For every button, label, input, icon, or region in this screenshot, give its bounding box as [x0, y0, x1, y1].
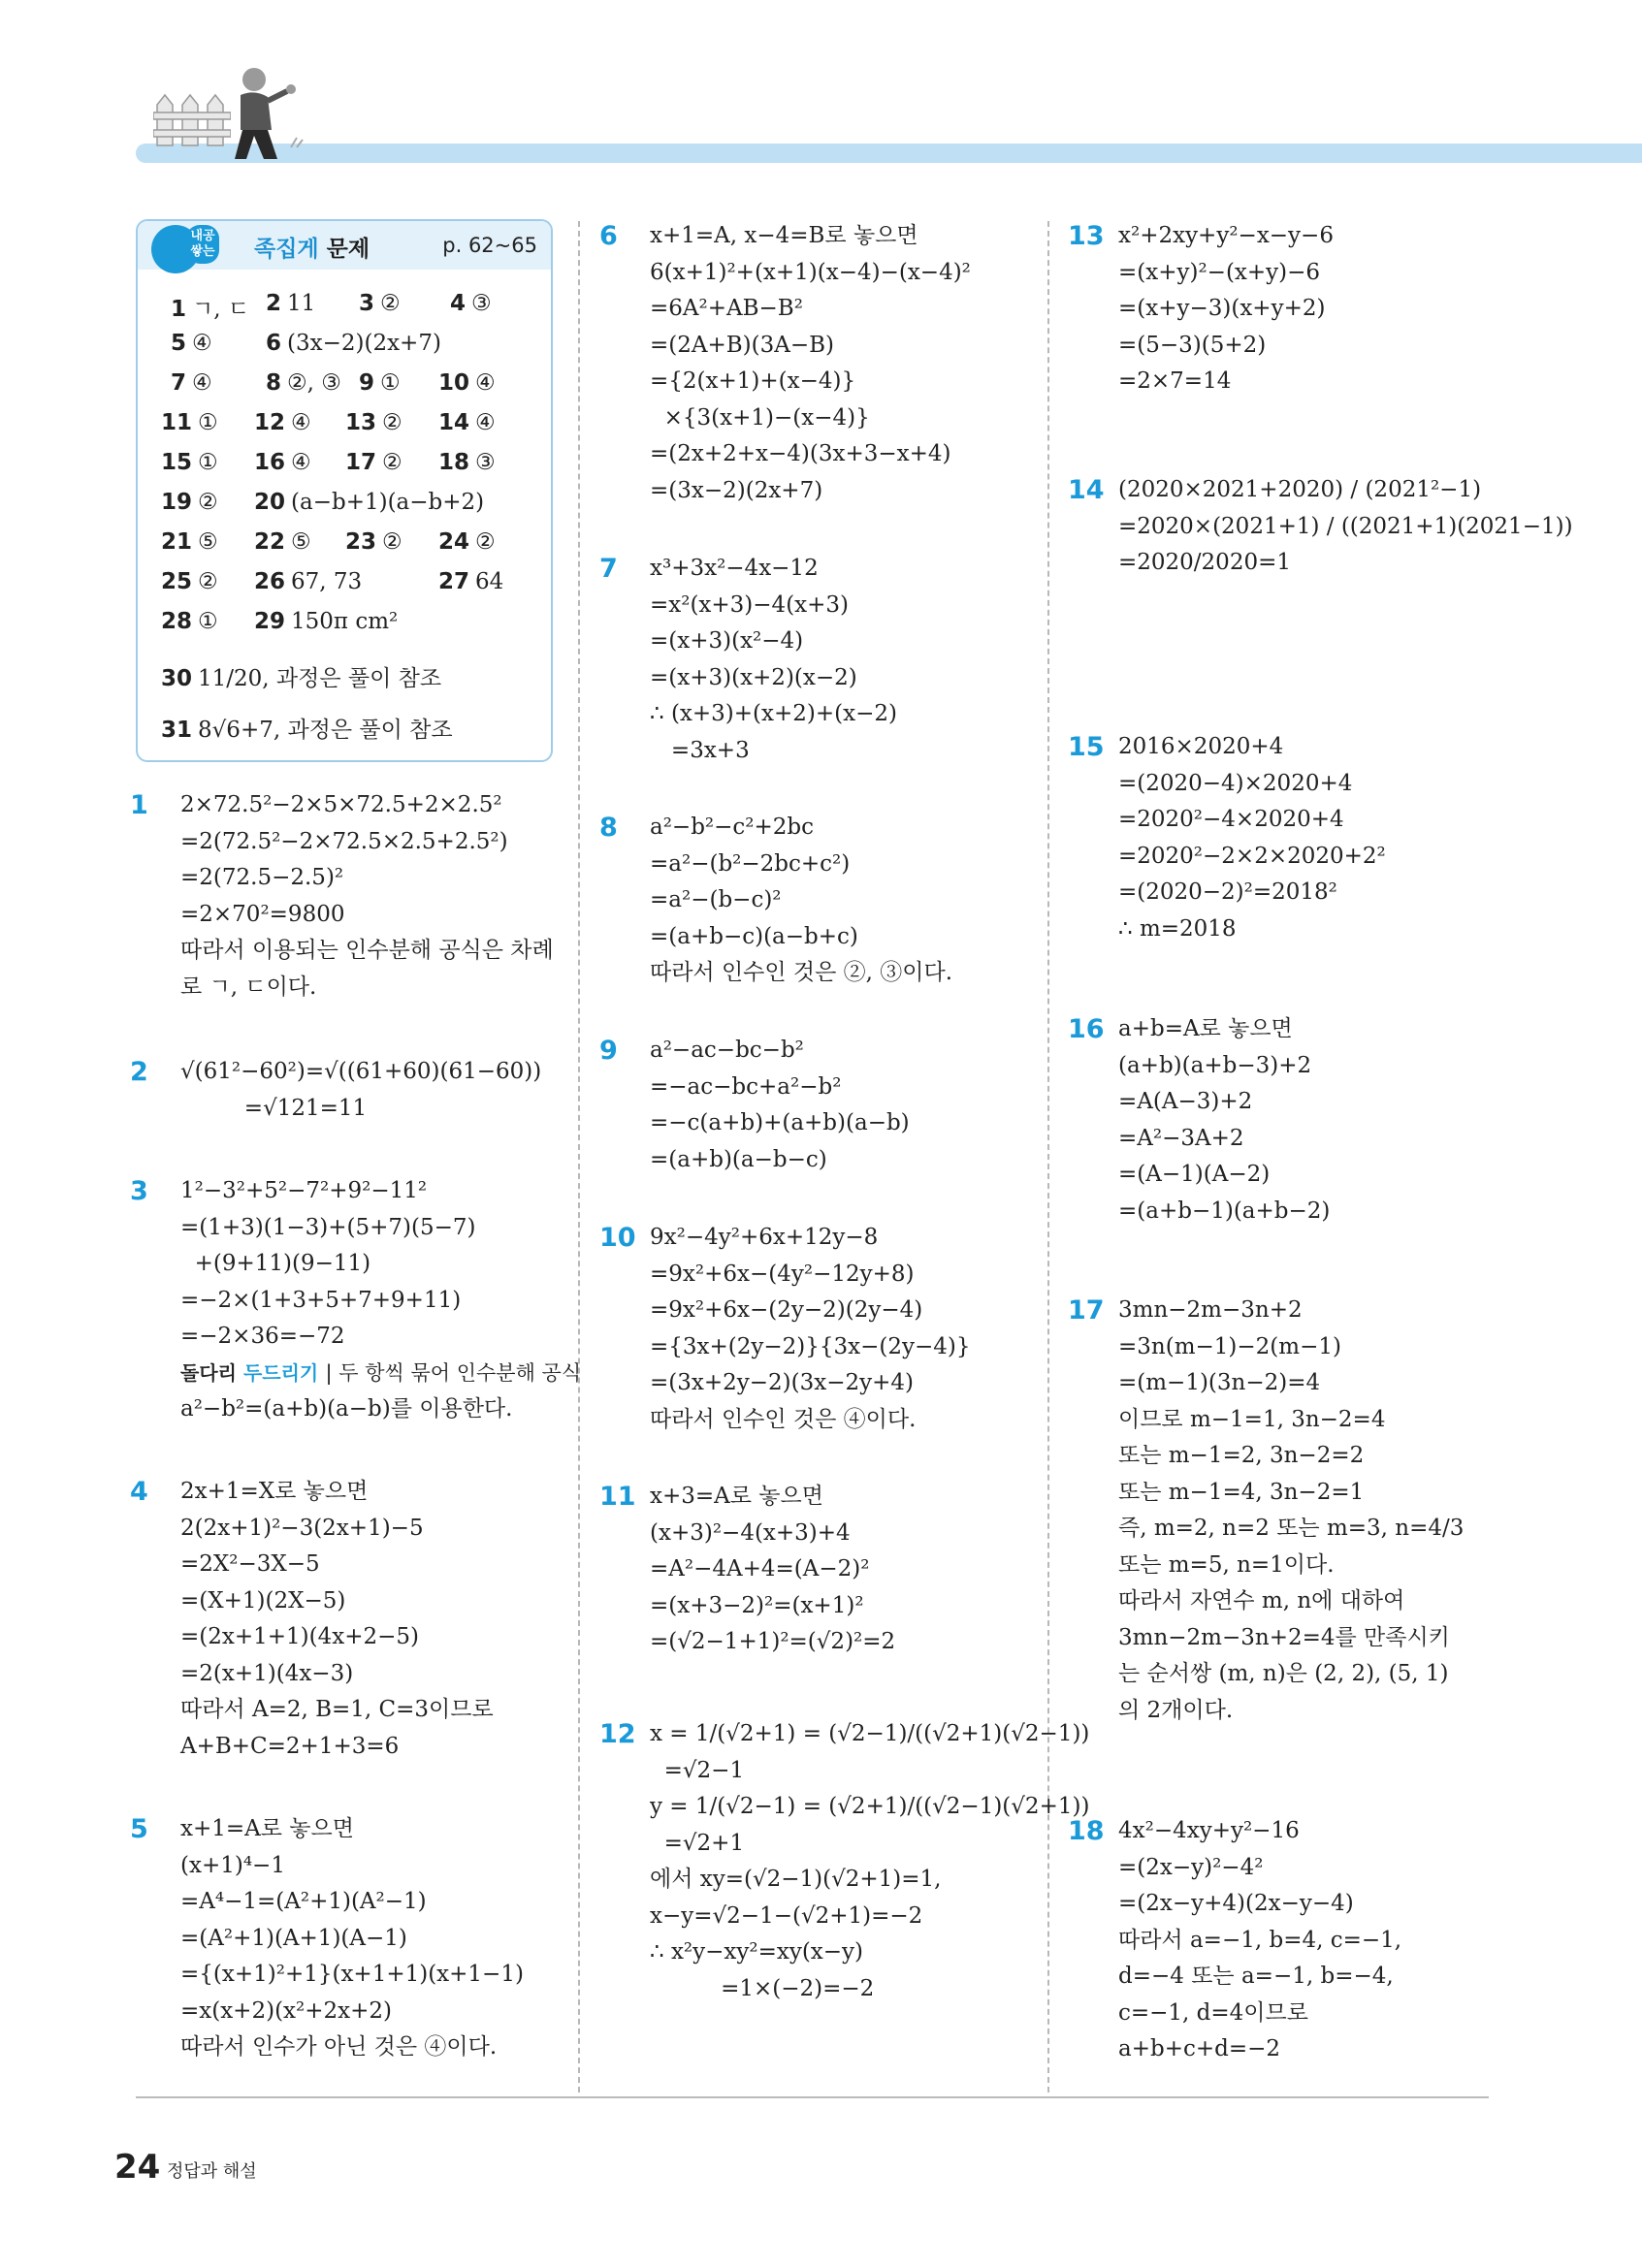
text-line: 18 — [438, 450, 470, 475]
text-line: =6A²+AB−B² — [650, 296, 803, 321]
text-line: =(m−1)(3n−2)=4 — [1118, 1370, 1321, 1395]
text-line: =(3x−2)(2x+7) — [650, 477, 823, 503]
answer-item — [438, 529, 496, 555]
problem-number: 2 — [130, 1057, 148, 1087]
solution-14 — [1068, 472, 1573, 582]
text-line: 6 — [266, 331, 282, 356]
text-line: 28 — [161, 609, 193, 634]
answer-item — [345, 529, 402, 555]
text-line: d=−4 또는 a=−1, b=−4, — [1118, 1964, 1394, 1989]
header-bar — [136, 144, 1642, 163]
text-line: 8√6+7, 과정은 풀이 참조 — [198, 718, 453, 743]
problem-number: 1 — [130, 790, 148, 820]
text-line: c=−1, d=4이므로 — [1118, 1999, 1308, 2026]
text-line: ∴ (x+3)+(x+2)+(x−2) — [650, 701, 897, 726]
text-line: =9x²+6x−(2y−2)(2y−4) — [650, 1297, 923, 1323]
answer-item — [345, 410, 402, 435]
text-line: 3 — [359, 291, 375, 316]
text-line: =2020/2020=1 — [1118, 550, 1291, 575]
answer-item — [359, 370, 401, 396]
answer-box-header — [138, 221, 551, 270]
text-line: =2020²−4×2020+4 — [1118, 807, 1344, 832]
answer-item — [161, 410, 218, 435]
text-line: ={2(x+1)+(x−4)} — [650, 368, 856, 394]
text-line: =(x+y)²−(x+y)−6 — [1118, 259, 1321, 285]
text-line: =(a+b−c)(a−b+c) — [650, 923, 858, 949]
answer-summary-box — [136, 219, 553, 762]
text-line: (2020×2021+2020) / (2021²−1) — [1118, 477, 1482, 502]
text-line: ∴ m=2018 — [1118, 915, 1237, 942]
text-line: 11 — [161, 410, 193, 435]
text-line: (x+1)⁴−1 — [180, 1852, 285, 1878]
text-line: 로 ㄱ, ㄷ이다. — [180, 974, 317, 1000]
answer-item — [161, 609, 218, 634]
text-line: a²−b²=(a+b)(a−b)를 이용한다. — [180, 1396, 513, 1421]
text-line: (x+3)²−4(x+3)+4 — [650, 1519, 851, 1546]
text-line: 따라서 자연수 m, n에 대하여 — [1118, 1588, 1405, 1613]
text-line: ⑤ — [198, 529, 218, 555]
gardener-illustration — [208, 62, 314, 169]
answer-item — [161, 490, 218, 515]
text-line: x−y=√2−1−(√2+1)=−2 — [650, 1902, 923, 1929]
text-line: =A⁴−1=(A²+1)(A²−1) — [180, 1889, 427, 1914]
text-line: =2×70²=9800 — [180, 901, 345, 927]
text-line: =(2x−y+4)(2x−y−4) — [1118, 1891, 1354, 1916]
answer-item — [254, 609, 398, 634]
text-line: x = 1/(√2+1) = (√2−1)/((√2+1)(√2−1)) — [650, 1721, 1090, 1746]
text-line: x³+3x²−4x−12 — [650, 556, 819, 581]
text-line: =−2×36=−72 — [180, 1324, 345, 1349]
text-line: 29 — [254, 609, 286, 634]
text-line: ② — [382, 410, 402, 435]
text-line: 따라서 인수인 것은 ②, ③이다. — [650, 960, 953, 985]
problem-number: 15 — [1068, 732, 1105, 762]
solution-8 — [599, 810, 953, 992]
text-line: 2×72.5²−2×5×72.5+2×2.5² — [180, 792, 502, 817]
answer-item — [254, 450, 311, 475]
text-line: 23 — [345, 529, 377, 555]
text-line: =2(x+1)(4x−3) — [180, 1660, 354, 1686]
answer-item — [438, 569, 503, 594]
answer-item — [450, 291, 492, 316]
text-line: =(A−1)(A−2) — [1118, 1162, 1271, 1187]
text-line: 14 — [438, 410, 470, 435]
text-line: (a+b)(a+b−3)+2 — [1118, 1052, 1312, 1078]
text-line: =(2x−y)²−4² — [1118, 1854, 1264, 1880]
text-line: ={3x+(2y−2)}{3x−(2y−4)} — [650, 1333, 971, 1359]
solution-15 — [1068, 729, 1386, 947]
problem-number: 3 — [130, 1176, 148, 1206]
text-line: 8 — [266, 370, 282, 396]
text-line: 따라서 이용되는 인수분해 공식은 차례 — [180, 938, 554, 963]
text-line: ②, ③ — [287, 370, 341, 396]
text-line: =1×(−2)=−2 — [650, 1975, 875, 2001]
text-line: =(x+3−2)²=(x+1)² — [650, 1592, 864, 1618]
text-line: =−2×(1+3+5+7+9+11) — [180, 1287, 462, 1313]
solution-18 — [1068, 1813, 1402, 2068]
text-line: ④ — [192, 370, 212, 396]
text-line: =x²(x+3)−4(x+3) — [650, 591, 850, 618]
text-line: =A(A−3)+2 — [1118, 1089, 1253, 1114]
text-line: 의 2개이다. — [1118, 1697, 1234, 1723]
solution-1 — [130, 787, 554, 1006]
text-line: 9 — [359, 370, 375, 396]
text-line: =2X²−3X−5 — [180, 1551, 320, 1577]
text-line: 또는 m−1=4, 3n−2=1 — [1118, 1479, 1365, 1505]
text-line: x+3=A로 놓으면 — [650, 1484, 823, 1509]
text-line: =2×7=14 — [1118, 368, 1232, 394]
solution-11 — [599, 1479, 896, 1661]
text-line: ④ — [475, 410, 496, 435]
text-line: 3mn−2m−3n+2 — [1118, 1297, 1303, 1323]
text-line: =a²−(b²−2bc+c²) — [650, 850, 851, 877]
answer-item — [171, 370, 212, 396]
text-line: 3mn−2m−3n+2=4를 만족시키 — [1118, 1624, 1450, 1650]
text-line: 17 — [345, 450, 377, 475]
solution-17 — [1068, 1293, 1465, 1729]
column-divider-1 — [578, 221, 580, 2092]
text-line: =x(x+2)(x²+2x+2) — [180, 1997, 392, 2024]
answer-item — [161, 712, 453, 744]
text-line: ④ — [291, 450, 311, 475]
problem-number: 14 — [1068, 475, 1105, 505]
text-line: =(x+y−3)(x+y+2) — [1118, 296, 1326, 321]
problem-number: 11 — [599, 1482, 636, 1512]
text-line: =2(72.5−2.5)² — [180, 865, 344, 890]
answer-item — [266, 370, 341, 396]
solution-3 — [130, 1173, 582, 1428]
text-line: 15 — [161, 450, 193, 475]
text-line: a²−ac−bc−b² — [650, 1038, 804, 1063]
text-line: 12 — [254, 410, 286, 435]
answer-item — [254, 529, 311, 555]
problem-number: 12 — [599, 1719, 636, 1749]
text-line: ① — [380, 370, 401, 396]
page-label: 정답과 해설 — [167, 2161, 257, 2182]
text-line: ② — [198, 569, 218, 594]
text-line: y = 1/(√2−1) = (√2+1)/((√2−1)(√2+1)) — [650, 1794, 1090, 1819]
text-line: ② — [198, 490, 218, 515]
text-line: =A²−4A+4=(A−2)² — [650, 1556, 870, 1581]
text-line: +(9+11)(9−11) — [180, 1251, 371, 1276]
text-line: 27 — [438, 569, 470, 594]
text-line: 5 — [171, 331, 187, 356]
problem-number: 8 — [599, 813, 618, 843]
answer-item — [161, 569, 218, 594]
text-line: 30 — [161, 666, 193, 691]
text-line: 즉, m=2, n=2 또는 m=3, n=4/3 — [1118, 1516, 1465, 1541]
text-line: 13 — [345, 410, 377, 435]
answer-item — [266, 291, 315, 316]
text-line: 31 — [161, 718, 193, 743]
text-line: ③ — [471, 291, 492, 316]
text-line: 따라서 인수가 아닌 것은 ④이다. — [180, 2034, 498, 2060]
text-line: 20 — [254, 490, 286, 515]
text-line: 64 — [475, 569, 504, 594]
text-line: =2020×(2021+1) / ((2021+1)(2021−1)) — [1118, 513, 1573, 539]
text-line: 6(x+1)²+(x+1)(x−4)−(x−4)² — [650, 259, 971, 285]
title-accent: 족집게 — [254, 237, 319, 262]
text-line: 는 순서쌍 (m, n)은 (2, 2), (5, 1) — [1118, 1661, 1449, 1686]
text-line: ={(x+1)²+1}(x+1+1)(x+1−1) — [180, 1962, 524, 1987]
answer-item — [438, 370, 496, 396]
solution-5 — [130, 1811, 524, 2066]
solution-12 — [599, 1716, 1090, 2007]
text-line: 따라서 인수인 것은 ④이다. — [650, 1406, 917, 1432]
text-line: 10 — [438, 370, 470, 396]
page-range: p. 62~65 — [442, 234, 537, 257]
text-line: ③ — [475, 450, 496, 475]
solution-13 — [1068, 218, 1334, 400]
text-line: 9x²−4y²+6x+12y−8 — [650, 1225, 879, 1250]
text-line: =(a+b)(a−b−c) — [650, 1146, 827, 1172]
text-line: 24 — [438, 529, 470, 555]
problem-number: 7 — [599, 554, 618, 584]
text-line: =(2020−2)²=2018² — [1118, 879, 1337, 905]
text-line: 2016×2020+4 — [1118, 734, 1284, 759]
text-line: 따라서 A=2, B=1, C=3이므로 — [180, 1697, 494, 1722]
text-line: 두드리기 — [242, 1360, 319, 1385]
answer-item — [161, 450, 218, 475]
problem-number: 10 — [599, 1223, 636, 1253]
answer-item — [254, 569, 362, 594]
text-line: =−c(a+b)+(a+b)(a−b) — [650, 1110, 910, 1135]
text-line: a²−b²−c²+2bc — [650, 815, 815, 840]
text-line: x+1=A로 놓으면 — [180, 1816, 354, 1841]
text-line: =(3x+2y−2)(3x−2y+4) — [650, 1370, 914, 1395]
solution-4 — [130, 1474, 494, 1765]
text-line: =(2x+2+x−4)(3x+3−x+4) — [650, 441, 951, 466]
text-line: ④ — [475, 370, 496, 396]
text-line: ① — [198, 450, 218, 475]
text-line: =(X+1)(2X−5) — [180, 1587, 346, 1613]
text-line: 7 — [171, 370, 187, 396]
answer-item — [171, 331, 212, 356]
problem-number: 6 — [599, 221, 618, 251]
text-line: =(A²+1)(A+1)(A−1) — [180, 1925, 407, 1951]
answer-item — [254, 490, 484, 515]
text-line: 이므로 m−1=1, 3n−2=4 — [1118, 1406, 1386, 1432]
problem-number: 9 — [599, 1036, 618, 1066]
text-line: =(x+3)(x²−4) — [650, 628, 804, 654]
text-line: 16 — [254, 450, 286, 475]
text-line: 67, 73 — [291, 569, 363, 594]
text-line: 11/20, 과정은 풀이 참조 — [198, 666, 442, 691]
problem-number: 13 — [1068, 221, 1105, 251]
text-line: 돌다리 — [180, 1360, 237, 1385]
answer-item — [266, 331, 441, 356]
answer-item — [161, 660, 441, 692]
problem-number: 16 — [1068, 1014, 1105, 1044]
text-line: ② — [380, 291, 401, 316]
text-line: 에서 xy=(√2−1)(√2+1)=1, — [650, 1867, 942, 1892]
text-line: (a−b+1)(a−b+2) — [291, 490, 485, 515]
text-line: ㄱ, ㄷ — [192, 297, 250, 322]
problem-number: 17 — [1068, 1295, 1105, 1326]
problem-number: 5 — [130, 1814, 148, 1844]
text-line: =(5−3)(5+2) — [1118, 332, 1267, 358]
text-line: a+b=A로 놓으면 — [1118, 1016, 1293, 1041]
text-line: ① — [198, 410, 218, 435]
solution-7 — [599, 551, 897, 769]
text-line: 4 — [450, 291, 467, 316]
text-line: ×{3(x+1)−(x−4)} — [650, 404, 870, 431]
tip-note — [180, 1356, 581, 1392]
text-line: 21 — [161, 529, 193, 555]
answer-item — [161, 529, 218, 555]
text-line: 2 — [266, 291, 282, 316]
text-line: ② — [475, 529, 496, 555]
solution-9 — [599, 1033, 910, 1178]
text-line: =a²−(b−c)² — [650, 887, 782, 912]
answer-item — [171, 291, 249, 323]
text-line: =9x²+6x−(4y²−12y+8) — [650, 1261, 915, 1287]
text-line: ⑤ — [291, 529, 311, 555]
text-line: ④ — [192, 331, 212, 356]
answer-item — [254, 410, 311, 435]
problem-number: 4 — [130, 1477, 148, 1507]
text-line: =−ac−bc+a²−b² — [650, 1073, 842, 1100]
answer-item — [345, 450, 402, 475]
text-line: 따라서 a=−1, b=4, c=−1, — [1118, 1927, 1402, 1953]
solution-10 — [599, 1220, 971, 1438]
text-line: =(1+3)(1−3)+(5+7)(5−7) — [180, 1214, 476, 1240]
solution-16 — [1068, 1011, 1331, 1230]
text-line: a+b+c+d=−2 — [1118, 2036, 1281, 2061]
solution-2 — [130, 1054, 542, 1127]
answer-item — [438, 410, 496, 435]
text-line: ① — [198, 609, 218, 634]
text-line: 4x²−4xy+y²−16 — [1118, 1818, 1300, 1843]
text-line: 19 — [161, 490, 193, 515]
text-line: ② — [382, 450, 402, 475]
text-line: =2020²−2×2×2020+2² — [1118, 843, 1386, 869]
text-line: (3x−2)(2x+7) — [287, 331, 441, 356]
answer-item — [438, 450, 496, 475]
answer-item — [359, 291, 401, 316]
text-line: =A²−3A+2 — [1118, 1125, 1244, 1151]
text-line: ② — [382, 529, 402, 555]
text-line: 또는 m=5, n=1이다. — [1118, 1551, 1335, 1578]
text-line: x²+2xy+y²−x−y−6 — [1118, 223, 1334, 248]
text-line: =3n(m−1)−2(m−1) — [1118, 1333, 1341, 1359]
problem-number: 18 — [1068, 1816, 1105, 1846]
text-line: 2x+1=X로 놓으면 — [180, 1479, 369, 1504]
text-line: √(61²−60²)=√((61+60)(61−60)) — [180, 1059, 542, 1084]
text-line: 150π cm² — [291, 609, 399, 634]
text-line: | 두 항씩 묶어 인수분해 공식 — [325, 1360, 582, 1385]
text-line: =(2020−4)×2020+4 — [1118, 770, 1353, 796]
text-line: 2(2x+1)²−3(2x+1)−5 — [180, 1515, 424, 1541]
badge-text: 내공 쌓는 — [186, 225, 219, 264]
text-line: =√2−1 — [650, 1757, 745, 1783]
text-line: =(2x+1+1)(4x+2−5) — [180, 1624, 419, 1649]
answer-box-title — [254, 231, 370, 263]
text-line: A+B+C=2+1+3=6 — [180, 1733, 400, 1759]
footer-rule — [136, 2096, 1489, 2098]
text-line: =(√2−1+1)²=(√2)²=2 — [650, 1629, 896, 1654]
text-line: =(2A+B)(3A−B) — [650, 332, 834, 358]
text-line: =3x+3 — [650, 737, 750, 763]
text-line: 또는 m−1=2, 3n−2=2 — [1118, 1443, 1365, 1468]
title-rest: 문제 — [318, 237, 370, 262]
text-line: ∴ x²y−xy²=xy(x−y) — [650, 1939, 864, 1965]
text-line: 11 — [287, 291, 316, 316]
text-line: 1 — [171, 297, 187, 322]
text-line: 22 — [254, 529, 286, 555]
text-line: ④ — [291, 410, 311, 435]
solution-6 — [599, 218, 971, 509]
text-line: =(x+3)(x+2)(x−2) — [650, 664, 857, 690]
text-line: =√2+1 — [650, 1830, 745, 1856]
text-line: =2(72.5²−2×72.5×2.5+2.5²) — [180, 828, 508, 854]
text-line: =(a+b−1)(a+b−2) — [1118, 1198, 1331, 1224]
text-line: 26 — [254, 569, 286, 594]
text-line: 1²−3²+5²−7²+9²−11² — [180, 1178, 428, 1203]
text-line: =√121=11 — [180, 1095, 368, 1121]
page-number: 24 — [114, 2148, 161, 2187]
text-line: 25 — [161, 569, 193, 594]
text-line: x+1=A, x−4=B로 놓으면 — [650, 223, 918, 248]
